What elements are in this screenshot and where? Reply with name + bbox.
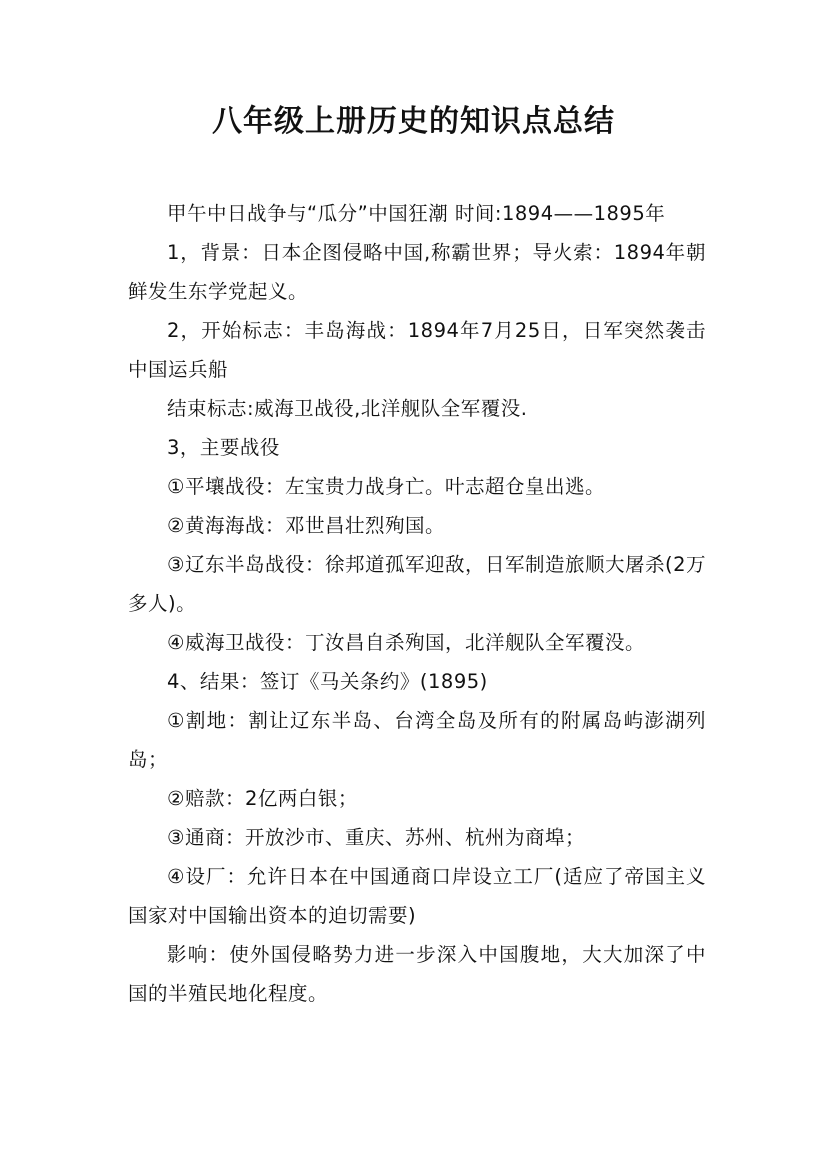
paragraph-background: 1，背景：日本企图侵略中国,称霸世界；导火索：1894年朝鲜发生东学党起义。 bbox=[128, 241, 706, 303]
paragraph-treaty-indemnity: ②赔款：2亿两白银； bbox=[167, 787, 358, 810]
paragraph-treaty-trade: ③通商：开放沙市、重庆、苏州、杭州为商埠； bbox=[167, 826, 585, 849]
paragraph-end-marker: 结束标志:威海卫战役,北洋舰队全军覆没. bbox=[167, 397, 528, 420]
paragraph-war-heading: 甲午中日战争与“瓜分”中国狂潮 时间:1894——1895年 bbox=[167, 202, 666, 225]
paragraph-result-treaty: 4、结果：签订《马关条约》(1895) bbox=[167, 670, 488, 693]
paragraph-treaty-territory: ①割地：割让辽东半岛、台湾全岛及所有的附属岛屿澎湖列岛； bbox=[128, 709, 706, 771]
paragraph-battle-yellow-sea: ②黄海海战：邓世昌壮烈殉国。 bbox=[167, 514, 445, 537]
paragraph-battle-weihaiwei: ④威海卫战役：丁汝昌自杀殉国，北洋舰队全军覆没。 bbox=[167, 631, 645, 654]
paragraph-main-battles: 3，主要战役 bbox=[167, 436, 280, 459]
paragraph-battle-liaodong: ③辽东半岛战役：徐邦道孤军迎敌，日军制造旅顺大屠杀(2万多人)。 bbox=[128, 553, 706, 615]
paragraph-influence: 影响：使外国侵略势力进一步深入中国腹地，大大加深了中国的半殖民地化程度。 bbox=[128, 943, 706, 1005]
document-title: 八年级上册历史的知识点总结 bbox=[212, 104, 615, 139]
paragraph-battle-pyongyang: ①平壤战役：左宝贵力战身亡。叶志超仓皇出逃。 bbox=[167, 475, 605, 498]
document-body bbox=[128, 194, 706, 1013]
paragraph-start-marker: 2，开始标志：丰岛海战：1894年7月25日，日军突然袭击中国运兵船 bbox=[128, 319, 706, 381]
paragraph-treaty-factories: ④设厂：允许日本在中国通商口岸设立工厂(适应了帝国主义国家对中国输出资本的迫切需要) bbox=[128, 865, 706, 927]
